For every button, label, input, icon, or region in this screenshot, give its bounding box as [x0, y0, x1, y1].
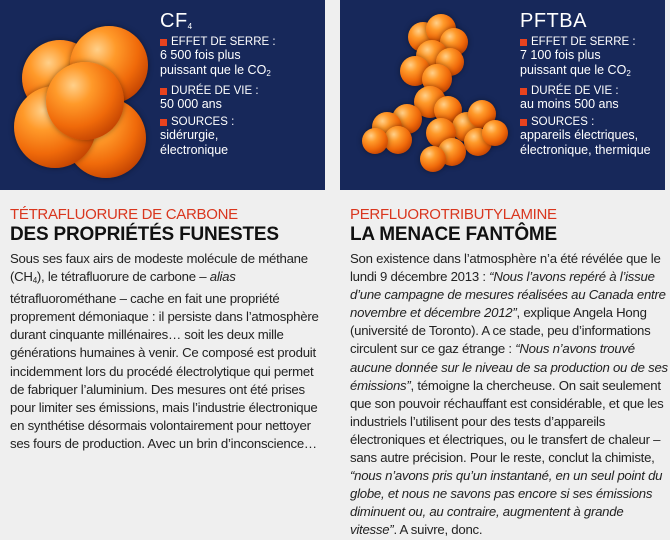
pftba-column — [340, 0, 668, 538]
cf4-formula: $CF_4$ — [160, 10, 193, 32]
pftba-kicker: PERFLUOROTRIBUTYLAMINE — [350, 206, 557, 223]
lifetime-label: DURÉE DE VIE : — [531, 85, 619, 97]
sources-label: SOURCES : — [171, 116, 235, 128]
cf4-body-text: Sous ses faux airs de modeste molécule de méthane $(CH_4)$, le tétrafluorure de carbone – alias tétrafluorométhane – cache en fait une propriété proprement démoniaque : il persiste dans l’atmosphère durant cinquante millénaires… soit les deux mille générations humaines à venir. Ce composé est produit incidemment lors du procédé électrolytique qui permet de fabriquer l’aluminium. Des mesures ont été prises pour limiter ses émissions, mais l’industrie électronique en synthétise désormais volontairement pour nettoyer ses fours de production. Avec un brin d’inconscience… — [10, 251, 319, 451]
pftba-body-text: Son existence dans l’atmosphère n’a été révélée que le lundi 9 décembre 2013 : “Nous l’avons repéré à l’issue d’une campagne de mesures réalisées au Canada entre novembre et décembre 2012”, explique Angela Hong (université de Toronto). A ce stade, peu d’informations circulent sur ce gaz étrange : “Nous n’avons trouvé aucune donnée sur le niveau de sa production ou de ses émissions”, témoigne la chercheuse. On sait seulement que son pouvoir réchauffant est considérable, et que les industriels l’utilisent pour des tests d’appareils électroniques et électriques, ou le transfert de chaleur – sans autre précision. Pour le reste, conclut la chimiste, “nous n’avons pris qu’un instantané, en un seul point du globe, et nous ne savons pas encore si ses émissions diminuent ou, au contraire, augmentent à grande vitesse”. A suivre, donc. — [350, 251, 668, 538]
pftba-title: LA MENACE FANTÔME — [350, 224, 558, 245]
greenhouse-value: 6 500 fois plus puissant que le $CO_2$ — [160, 48, 271, 78]
sources-value: sidérurgie, électronique — [160, 128, 229, 157]
lifetime-value: au moins 500 ans — [520, 97, 619, 111]
cf4-headline — [10, 206, 320, 246]
bullet-square-icon — [520, 119, 527, 126]
bullet-square-icon — [160, 88, 167, 95]
greenhouse-value: 7 100 fois plus puissant que le $CO_2$ — [520, 48, 631, 78]
sources-label: SOURCES : — [531, 116, 595, 128]
cf4-banner — [0, 0, 325, 190]
bullet-square-icon — [160, 119, 167, 126]
bullet-square-icon — [520, 88, 527, 95]
pftba-banner — [340, 0, 665, 190]
cf4-info-panel — [160, 10, 325, 158]
cf4-kicker: TÉTRAFLUORURE DE CARBONE — [10, 206, 238, 223]
pftba-formula: PFTBA — [520, 10, 587, 32]
pftba-info-panel — [520, 10, 665, 158]
cf4-molecule-illustration — [0, 0, 160, 190]
greenhouse-label: EFFET DE SERRE : — [531, 36, 636, 48]
cf4-column — [0, 0, 325, 510]
cf4-title: DES PROPRIÉTÉS FUNESTES — [10, 224, 279, 245]
bullet-square-icon — [520, 39, 527, 46]
sources-value: appareils électriques, électronique, thermique — [520, 128, 651, 157]
lifetime-label: DURÉE DE VIE : — [171, 85, 259, 97]
lifetime-value: 50 000 ans — [160, 97, 222, 111]
pftba-headline — [350, 206, 660, 246]
greenhouse-label: EFFET DE SERRE : — [171, 36, 276, 48]
pftba-molecule-illustration — [340, 0, 515, 190]
bullet-square-icon — [160, 39, 167, 46]
